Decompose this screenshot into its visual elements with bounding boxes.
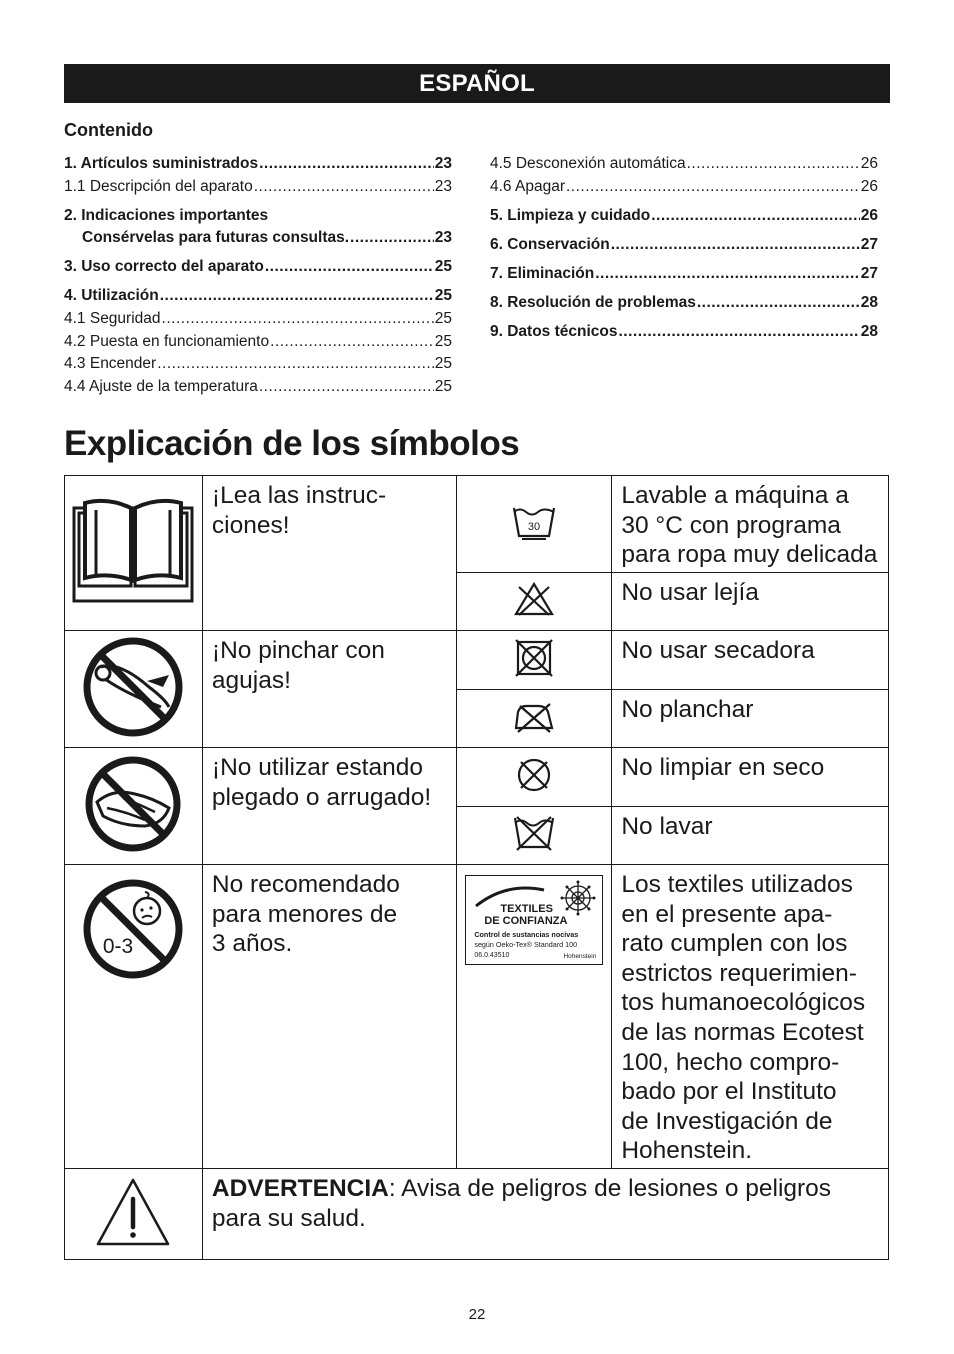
no-iron-text: No planchar — [612, 690, 889, 748]
no-wash-icon — [512, 814, 556, 852]
warning-cell — [65, 1169, 203, 1260]
book-icon — [72, 498, 194, 604]
no-tumble-dry-icon — [514, 638, 554, 678]
page-number: 22 — [468, 1306, 486, 1323]
wash-30-icon — [512, 504, 556, 540]
toc-left-column — [64, 153, 452, 398]
no-dryer-cell — [457, 631, 612, 690]
toc-entry[interactable]: 4.6 Apagar ..... 26 — [490, 176, 878, 199]
toc-right-column — [490, 153, 878, 344]
no-iron-cell — [457, 690, 612, 748]
no-folded-text: ¡No utilizar estando plegado o arrugado! — [202, 748, 456, 865]
toc-entry[interactable]: 9. Datos técnicos ..... 28 — [490, 321, 878, 344]
toc-entry[interactable]: 4.4 Ajuste de la temperatura ..... 25 — [64, 376, 452, 399]
no-dry-clean-icon — [514, 755, 554, 795]
no-needles-icon — [81, 635, 185, 739]
oeko-tex-cell — [457, 865, 612, 1169]
language-banner: ESPAÑOL — [64, 64, 890, 103]
toc-entry[interactable]: 4.3 Encender ..... 25 — [64, 353, 452, 376]
no-wash-cell — [457, 807, 612, 865]
toc-entry[interactable]: 4.1 Seguridad ..... 25 — [64, 308, 452, 331]
symbols-title: Explicación de los símbolos — [64, 424, 520, 463]
toc-entry[interactable]: 4. Utilización ..... 25 — [64, 285, 452, 308]
read-instructions-cell — [65, 476, 203, 631]
toc-entry[interactable]: Consérvelas para futuras consultas. ..... 23 — [64, 227, 452, 250]
toc-entry[interactable]: 1.1 Descripción del aparato ..... 23 — [64, 176, 452, 199]
toc-entry[interactable]: 1. Artículos suministrados ..... 23 — [64, 153, 452, 176]
toc-entry[interactable]: 4.2 Puesta en funcionamiento ..... 25 — [64, 331, 452, 354]
no-folded-cell — [65, 748, 203, 865]
machine-wash-text: Lavable a máquina a 30 °C con programa para ropa muy delicada — [612, 476, 889, 573]
no-needles-text: ¡No pinchar con agujas! — [202, 631, 456, 748]
toc-entry[interactable]: 6. Conservación ..... 27 — [490, 234, 878, 257]
machine-wash-cell — [457, 476, 612, 573]
no-bleach-cell — [457, 573, 612, 631]
wash-temperature: 30 — [528, 520, 541, 533]
no-dry-clean-cell — [457, 748, 612, 807]
age-label: 0-3 — [103, 935, 134, 958]
toc-entry[interactable]: 7. Eliminación ..... 27 — [490, 263, 878, 286]
toc-entry[interactable]: 4.5 Desconexión automática ..... 26 — [490, 153, 878, 176]
no-bleach-text: No usar lejía — [612, 573, 889, 631]
toc-entry[interactable]: 3. Uso correcto del aparato ..... 25 — [64, 256, 452, 279]
toc-entry[interactable]: 5. Limpieza y cuidado ..... 26 — [490, 205, 878, 228]
contents-title: Contenido — [64, 120, 153, 140]
toc-entry[interactable]: 2. Indicaciones importantes — [64, 206, 269, 224]
read-instructions-text: ¡Lea las instruc- ciones! — [202, 476, 456, 631]
oeko-tex-label: TEXTILES DE CONFIANZA Control de sustancias nocivas según Oeko-Tex® Standard 100 06.0.43510 Hohenstein — [465, 875, 603, 965]
no-iron-icon — [512, 698, 556, 734]
age-restriction-text: No recomendado para menores de 3 años. — [202, 865, 456, 1169]
warning-text: ADVERTENCIA: Avisa de peligros de lesiones o peligros para su salud. — [202, 1169, 888, 1260]
warning-label: ADVERTENCIA — [211, 1175, 389, 1202]
age-restriction-cell — [65, 865, 203, 1169]
no-bleach-icon — [513, 581, 555, 617]
no-dry-clean-text: No limpiar en seco — [612, 748, 889, 807]
no-needles-cell — [65, 631, 203, 748]
no-wash-text: No lavar — [612, 807, 889, 865]
toc-entry[interactable]: 8. Resolución de problemas ..... 28 — [490, 292, 878, 315]
symbols-table — [64, 475, 889, 1260]
no-dryer-text: No usar secadora — [612, 631, 889, 690]
no-under-3-icon — [81, 877, 185, 981]
warning-triangle-icon — [95, 1177, 171, 1247]
no-folded-icon — [83, 754, 183, 854]
oeko-tex-text: Los textiles utilizados en el presente apa- rato cumplen con los estrictos requerimien- tos humanoecológicos de las normas Ecotest 100, hecho compro- bado por el Instituto de Investigación de Hohenstein. — [612, 865, 889, 1169]
